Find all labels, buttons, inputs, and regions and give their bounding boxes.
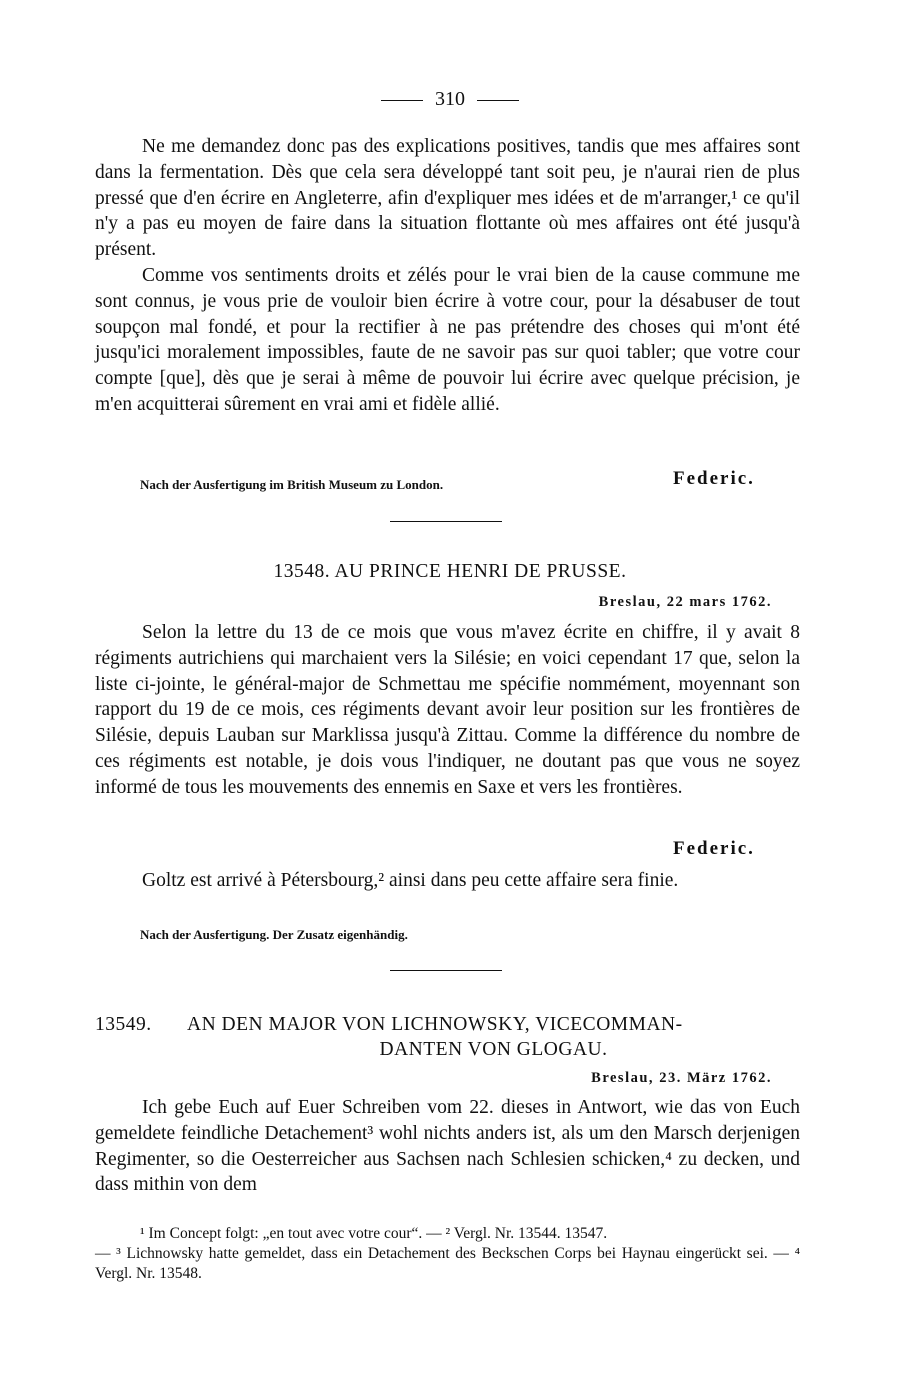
- letter3-place: Breslau,: [591, 1070, 655, 1086]
- letter2-paragraph-1: Selon la lettre du 13 de ce mois que vous m'avez écrite en chiffre, il y avait 8 régiments autrichiens qui marchaient vers la Silésie; en voici cependant 17 que, selon la liste ci-jointe, le général-major de Schmettau me spécifie nommément, moyennant son rapport du 19 de ce mois, ces régiments devant avoir leur position sur les frontières de Silésie, depuis Lauban sur Marklissa jusqu'à Zittau. Comme la différence du nombre de ces régiments est notable, je dois vous l'indiquer, ne doutant pas que vous ne soyez informé de tous les mouvements des ennemis en Saxe et vers les frontières.: [95, 622, 800, 798]
- letter2-place: Breslau,: [598, 594, 662, 610]
- letter3-number: 13549.: [95, 1014, 152, 1035]
- letter2-body: [95, 620, 800, 801]
- letter3-recipient-line2: DANTEN VON GLOGAU.: [379, 1039, 608, 1060]
- letter2-number: 13548.: [273, 561, 331, 582]
- footnotes: [95, 1224, 800, 1284]
- section-divider-2: [390, 970, 502, 971]
- letter3-body: [95, 1095, 800, 1198]
- header-dash-right: [477, 100, 519, 101]
- letter3-paragraph-1: Ich gebe Euch auf Euer Schreiben vom 22. dieses in Antwort, wie das von Euch gemeldete feindliche Detachement³ wohl nichts anders ist, als um den Marsch derjenigen Regimenter, so die Oesterreicher aus Sachsen nach Schlesien schicken,⁴ zu decken, und dass mithin von dem: [95, 1097, 800, 1196]
- section-divider-1: [390, 521, 502, 522]
- letter3-heading: [95, 1012, 800, 1062]
- letter2-heading: [0, 561, 900, 583]
- footnote-line-1: ¹ Im Concept folgt: „en tout avec votre cour“. — ² Vergl. Nr. 13544. 13547.: [140, 1225, 608, 1242]
- running-header: [0, 88, 900, 111]
- letter3-recipient-line1: AN DEN MAJOR VON LICHNOWSKY, VICECOMMAN-: [187, 1014, 683, 1035]
- letter1-source: Nach der Ausfertigung im British Museum zu London.: [140, 477, 444, 492]
- footnote-line-2: — ³ Lichnowsky hatte gemeldet, dass ein Detachement des Beckschen Corps bei Haynau eingerückt sei. — ⁴ Vergl. Nr. 13548.: [95, 1245, 800, 1282]
- letter2-postscript: Goltz est arrivé à Pétersbourg,² ainsi dans peu cette affaire sera finie.: [142, 870, 679, 891]
- letter2-date: 22 mars 1762.: [666, 594, 772, 610]
- letter1-paragraph-1: Ne me demandez donc pas des explications positives, tandis que mes affaires sont dans la fermentation. Dès que cela sera développé tant soit peu, je n'aurai rien de plus pressé que d'en écrire en Angleterre, afin d'expliquer mes idées et de m'arranger,¹ ce qu'il n'y a pas eu moyen de faire dans la situation flottante où mes affaires ont été jusqu'à présent.: [95, 136, 800, 261]
- letter1-signature: Federic.: [673, 468, 755, 489]
- letter2-dateline: [599, 594, 772, 611]
- letter2-postscript-block: [95, 868, 800, 894]
- letter3-date: 23. März 1762.: [659, 1070, 772, 1086]
- letter1-paragraph-2: Comme vos sentiments droits et zélés pour le vrai bien de la cause commune me sont connus, je vous prie de vouloir bien écrire à votre cour, pour la désabuser de tout soupçon mal fondé, et pour la rectifier à ne pas prétendre des choses qui m'ont été jusqu'ici moralement impossibles, faute de ne savoir pas sur quoi tabler; que votre cour compte [que], dès que je serai à même de pouvoir lui écrire avec quelque précision, je m'en acquitterai sûrement en vrai ami et fidèle allié.: [95, 264, 800, 415]
- letter2-signature: Federic.: [673, 838, 755, 859]
- letter1-body: [95, 134, 800, 418]
- letter2-recipient: AU PRINCE HENRI DE PRUSSE.: [334, 561, 627, 582]
- header-dash-left: [381, 100, 423, 101]
- letter2-source: Nach der Ausfertigung. Der Zusatz eigenhändig.: [140, 927, 408, 942]
- letter3-dateline: [591, 1070, 772, 1087]
- page-number: 310: [435, 88, 465, 110]
